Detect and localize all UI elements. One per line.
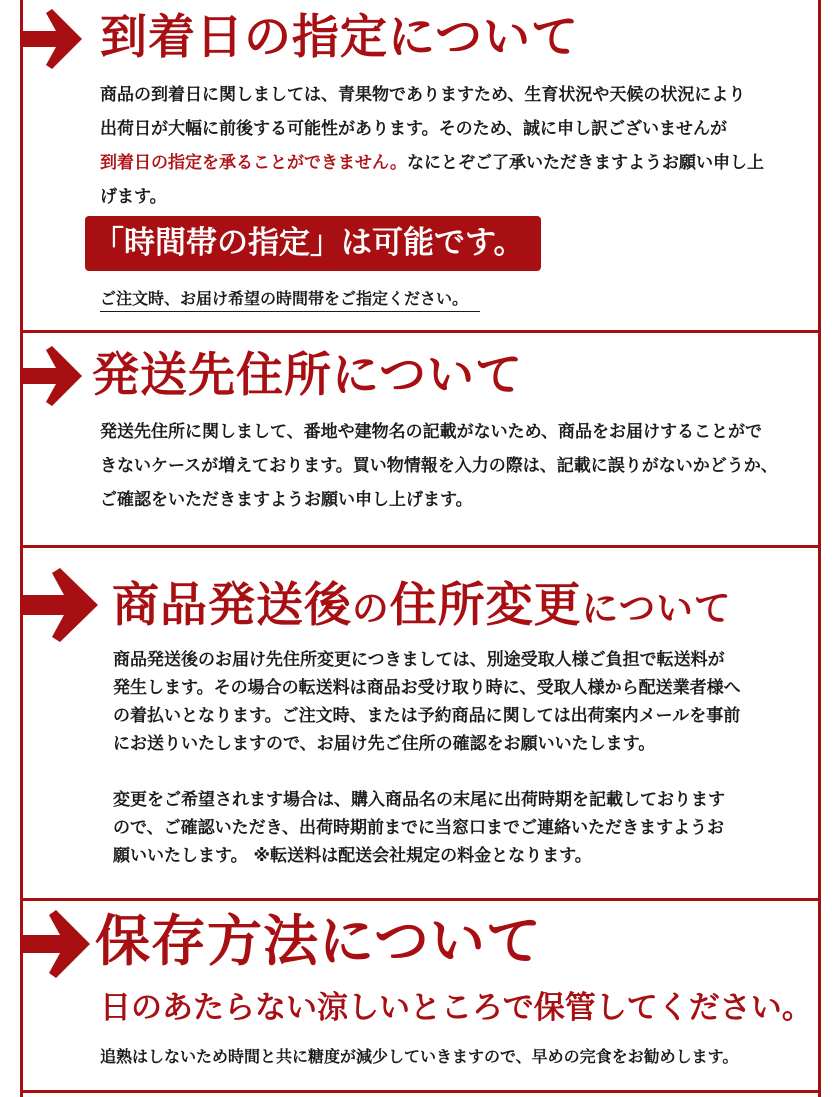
section-paragraph-storage: 追熟はしないため時間と共に糖度が減少していきますので、早めの完食をお勧めします。 — [100, 1047, 739, 1066]
paragraph-line: 発送先住所に関しまして、番地や建物名の記載がないため、商品をお届けすることがで — [100, 422, 762, 442]
paragraph-line: にお送りいたしますので、お届け先ご住所の確認をお願いいたします。 — [113, 734, 656, 754]
paragraph-line: なにとぞご了承いただきますようお願い申し上 — [407, 153, 765, 173]
paragraph-line: ので、ご確認いただき、出荷時期前までに当窓口までご連絡いただきますようお — [113, 818, 724, 838]
arrow-right-icon — [20, 910, 92, 978]
arrow-right-icon — [20, 9, 84, 69]
right-border — [818, 0, 821, 1097]
section-paragraph-shipping-address — [100, 415, 778, 517]
section-divider — [20, 898, 821, 901]
paragraph-line: 商品発送後のお届け先住所変更につきましては、別途受取人様ご負担で転送料が — [113, 650, 725, 670]
heading-part: 商品発送後 — [112, 578, 352, 633]
paragraph-line: 願いいたします。 ※転送料は配送会社規定の料金となります。 — [113, 846, 592, 866]
paragraph-line: 変更をご希望されます場合は、購入商品名の末尾に出荷時期を記載しております — [113, 790, 725, 810]
paragraph-line: 商品の到着日に関しましては、青果物でありますため、生育状況や天候の状況により — [100, 85, 746, 105]
section-heading-storage: 保存方法について — [95, 909, 542, 973]
section-heading-arrival-date: 到着日の指定について — [100, 10, 580, 65]
paragraph-line: 出荷日が大幅に前後する可能性があります。そのため、誠に申し訳ございませんが — [100, 119, 727, 139]
heading-part: 住所変更 — [389, 578, 582, 633]
right-margin — [829, 0, 840, 1097]
section-divider — [20, 545, 821, 548]
heading-part: の — [352, 587, 390, 630]
paragraph-line: きないケースが増えております。買い物情報を入力の際は、記載に誤りがないかどうか、 — [100, 456, 778, 476]
paragraph-line: げます。 — [100, 187, 167, 207]
time-slot-banner: 「時間帯の指定」は可能です。 — [85, 216, 541, 271]
section-paragraph-arrival-date — [100, 78, 764, 214]
section-divider — [20, 1090, 821, 1093]
storage-subheading: 日のあたらない涼しいところで保管してください。 — [100, 990, 813, 1026]
section-paragraph-address-change — [113, 646, 741, 758]
section-heading-address-change — [112, 578, 732, 633]
emphasis-text: 到着日の指定を承ることができません。 — [100, 153, 408, 173]
section-divider — [20, 330, 821, 333]
paragraph-line: ご確認をいただきますようお願い申し上げます。 — [100, 490, 473, 510]
section-paragraph-address-change-2 — [113, 786, 725, 870]
paragraph-line: の着払いとなります。ご注文時、または予約商品に関しては出荷案内メールを事前 — [113, 706, 741, 726]
section-heading-shipping-address: 発送先住所について — [92, 348, 524, 403]
arrow-right-icon — [20, 346, 84, 406]
heading-part: について — [581, 587, 732, 630]
time-slot-note: ご注文時、お届け希望の時間帯をご指定ください。 — [100, 286, 480, 312]
paragraph-line: 発生します。その場合の転送料は商品お受け取り時に、受取人様から配送業者様へ — [113, 678, 741, 698]
arrow-right-icon — [20, 568, 100, 642]
